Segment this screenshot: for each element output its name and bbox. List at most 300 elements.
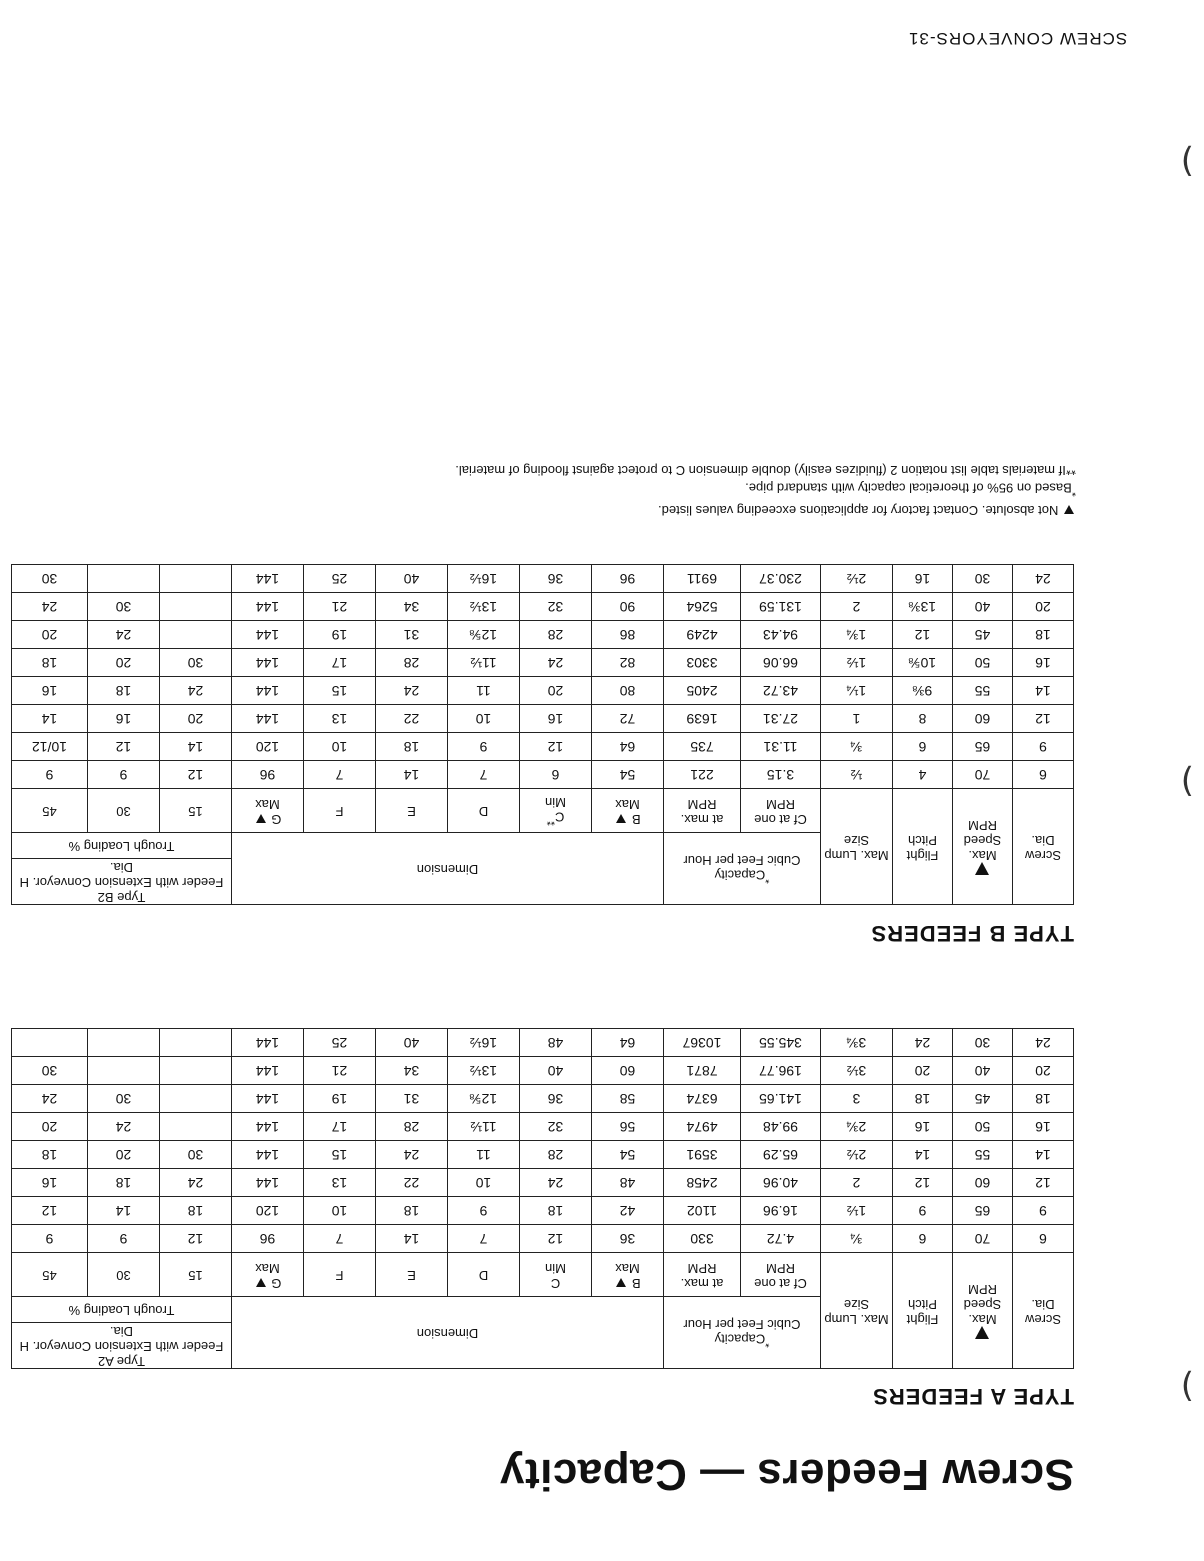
header-col-b: B Max — [592, 789, 664, 833]
table-cell: 9 — [11, 1225, 87, 1253]
table-cell: 2½ — [821, 1141, 893, 1169]
table-cell: 230.37 — [741, 565, 821, 593]
margin-bracket-mark: ) — [1180, 761, 1194, 801]
table-cell: 22 — [376, 705, 448, 733]
table-cell: 12 — [87, 733, 159, 761]
header-col-f: F — [304, 789, 376, 833]
triangle-icon — [616, 1278, 626, 1287]
table-cell: 54 — [592, 761, 664, 789]
table-cell: 11 — [448, 1141, 520, 1169]
table-cell: 1¼ — [821, 677, 893, 705]
table-cell: 16 — [520, 705, 592, 733]
table-cell: 18 — [87, 677, 159, 705]
table-cell: 56 — [592, 1113, 664, 1141]
table-cell: 48 — [592, 1169, 664, 1197]
table-cell: 9 — [11, 761, 87, 789]
table-cell: 24 — [159, 1169, 231, 1197]
table-cell: 10 — [304, 733, 376, 761]
table-cell: 16 — [893, 1113, 953, 1141]
table-cell: 50 — [953, 1113, 1013, 1141]
table-cell: 14 — [87, 1197, 159, 1225]
table-cell: 12 — [893, 1169, 953, 1197]
table-row — [11, 677, 1073, 705]
table-cell: 54 — [592, 1141, 664, 1169]
table-cell: 144 — [231, 593, 303, 621]
table-cell: 1639 — [664, 705, 741, 733]
table-cell: 48 — [520, 1029, 592, 1057]
table-row — [11, 733, 1073, 761]
table-cell: 18 — [893, 1085, 953, 1113]
table-cell: 72 — [592, 705, 664, 733]
table-cell: 16½ — [448, 565, 520, 593]
table-cell: 16 — [1013, 1113, 1074, 1141]
table-cell: 12 — [11, 1197, 87, 1225]
table-cell: 58 — [592, 1085, 664, 1113]
table-cell: 82 — [592, 649, 664, 677]
table-cell: 6 — [520, 761, 592, 789]
table-cell: 55 — [953, 1141, 1013, 1169]
table-cell: 7 — [304, 1225, 376, 1253]
page-title: Screw Feeders — Capacity — [499, 1450, 1074, 1499]
table-cell: 45 — [953, 621, 1013, 649]
table-cell: 16 — [893, 565, 953, 593]
table-cell: 21 — [304, 593, 376, 621]
table-cell: 34 — [376, 593, 448, 621]
table-cell: 24 — [1013, 565, 1074, 593]
table-cell: 8 — [893, 705, 953, 733]
table-cell — [11, 1029, 87, 1057]
table-cell: 24 — [520, 1169, 592, 1197]
table-cell: 24 — [159, 677, 231, 705]
table-cell: 24 — [11, 1085, 87, 1113]
table-cell: 90 — [592, 593, 664, 621]
table-cell: 1½ — [821, 1197, 893, 1225]
header-loading-15: 15 — [159, 1253, 231, 1297]
table-cell: 36 — [520, 565, 592, 593]
header-screw-dia: Screw Dia. — [1013, 1253, 1074, 1369]
table-cell: 2 — [821, 593, 893, 621]
table-cell: 7 — [448, 761, 520, 789]
table-cell: 65 — [953, 1197, 1013, 1225]
table-cell: 32 — [520, 593, 592, 621]
header-col-c: C Min — [520, 1253, 592, 1297]
footnotes — [455, 461, 1076, 519]
table-cell: 24 — [87, 1113, 159, 1141]
table-cell: 18 — [1013, 621, 1074, 649]
table-cell: 12 — [159, 761, 231, 789]
table-cell: 3 — [821, 1085, 893, 1113]
table-cell: 32 — [520, 1113, 592, 1141]
table-cell: 24 — [376, 677, 448, 705]
table-cell: 19 — [304, 621, 376, 649]
table-cell: 66.06 — [741, 649, 821, 677]
table-cell: 120 — [231, 733, 303, 761]
table-cell: 9 — [893, 1197, 953, 1225]
header-max-speed: Max. Speed RPM — [953, 789, 1013, 905]
table-cell: 40 — [376, 1029, 448, 1057]
table-cell: 3¾ — [821, 1029, 893, 1057]
table-cell: 12 — [520, 1225, 592, 1253]
table-cell: 14 — [1013, 677, 1074, 705]
header-extension-conveyor: Type A2 Feeder with Extension Conveyor. H Dia. — [11, 1323, 231, 1369]
table-cell: 16 — [11, 1169, 87, 1197]
table-cell: 144 — [231, 1057, 303, 1085]
table-cell: 20 — [1013, 1057, 1074, 1085]
table-cell: 144 — [231, 1029, 303, 1057]
type-a-table — [11, 1028, 1074, 1369]
table-cell: 10⅝ — [893, 649, 953, 677]
table-cell: 99.48 — [741, 1113, 821, 1141]
table-cell: 1½ — [821, 649, 893, 677]
table-cell: 40 — [953, 593, 1013, 621]
table-cell: 16 — [11, 677, 87, 705]
table-cell: 24 — [11, 593, 87, 621]
table-cell: 7 — [304, 761, 376, 789]
table-cell: 9 — [1013, 733, 1074, 761]
table-cell: 20 — [11, 1113, 87, 1141]
table-cell: 144 — [231, 1113, 303, 1141]
table-cell: 131.59 — [741, 593, 821, 621]
table-cell: 36 — [520, 1085, 592, 1113]
table-cell: 13½ — [448, 1057, 520, 1085]
table-cell: 30 — [11, 1057, 87, 1085]
table-cell: 65.29 — [741, 1141, 821, 1169]
header-capacity: *Capacity Cubic Feet per Hour — [664, 1297, 821, 1369]
table-cell: 2458 — [664, 1169, 741, 1197]
table-row — [11, 761, 1073, 789]
table-cell: 11 — [448, 677, 520, 705]
table-cell: 9 — [448, 1197, 520, 1225]
table-cell: 12⅝ — [448, 1085, 520, 1113]
table-cell — [87, 1057, 159, 1085]
table-cell: 12 — [1013, 705, 1074, 733]
table-cell: 144 — [231, 621, 303, 649]
table-cell: ½ — [821, 761, 893, 789]
table-cell: 30 — [11, 565, 87, 593]
margin-bracket-mark: ) — [1180, 141, 1194, 181]
table-cell — [159, 565, 231, 593]
table-cell: 13 — [304, 705, 376, 733]
table-row — [11, 565, 1073, 593]
header-col-e: E — [376, 1253, 448, 1297]
table-cell: 65 — [953, 733, 1013, 761]
table-cell — [159, 1113, 231, 1141]
table-cell: 30 — [87, 1085, 159, 1113]
table-cell — [159, 621, 231, 649]
table-cell: 2¾ — [821, 1113, 893, 1141]
table-cell: 12 — [893, 621, 953, 649]
table-cell: 55 — [953, 677, 1013, 705]
table-cell: 14 — [376, 761, 448, 789]
margin-bracket-mark: ) — [1180, 1366, 1194, 1406]
table-row — [11, 593, 1073, 621]
header-capacity: *Capacity Cubic Feet per Hour — [664, 833, 821, 905]
table-cell: 40 — [376, 565, 448, 593]
table-cell: 3591 — [664, 1141, 741, 1169]
type-a-title: TYPE A FEEDERS — [872, 1384, 1074, 1409]
table-cell: 13⅜ — [893, 593, 953, 621]
type-b-table — [11, 564, 1074, 905]
table-cell: 20 — [159, 705, 231, 733]
table-cell: 60 — [953, 1169, 1013, 1197]
table-cell: 36 — [592, 1225, 664, 1253]
table-row — [11, 1113, 1073, 1141]
table-cell — [87, 565, 159, 593]
table-cell: 6 — [893, 733, 953, 761]
table-cell: 30 — [87, 593, 159, 621]
table-cell: 4.72 — [741, 1225, 821, 1253]
table-cell: 3.15 — [741, 761, 821, 789]
table-cell: 80 — [592, 677, 664, 705]
table-cell: 18 — [376, 733, 448, 761]
table-cell: 60 — [953, 705, 1013, 733]
table-cell: 330 — [664, 1225, 741, 1253]
table-cell: 10/12 — [11, 733, 87, 761]
table-cell: 20 — [520, 677, 592, 705]
table-cell: 70 — [953, 1225, 1013, 1253]
table-row — [11, 1085, 1073, 1113]
table-cell: 10367 — [664, 1029, 741, 1057]
triangle-icon — [976, 1326, 990, 1339]
table-cell: 12 — [1013, 1169, 1074, 1197]
table-cell: 144 — [231, 705, 303, 733]
table-cell: 6911 — [664, 565, 741, 593]
table-cell: 21 — [304, 1057, 376, 1085]
table-cell: ¾ — [821, 1225, 893, 1253]
header-loading-15: 15 — [159, 789, 231, 833]
header-col-d: D — [448, 1253, 520, 1297]
table-cell: 18 — [87, 1169, 159, 1197]
table-cell: 24 — [87, 621, 159, 649]
table-cell: 9 — [448, 733, 520, 761]
footnote-star: *Based on 95% of theoretical capacity with standard pipe. — [745, 480, 1076, 498]
table-cell: 6374 — [664, 1085, 741, 1113]
table-cell: 345.55 — [741, 1029, 821, 1057]
header-col-f: F — [304, 1253, 376, 1297]
table-cell: 10 — [448, 1169, 520, 1197]
table-cell: 30 — [953, 1029, 1013, 1057]
table-cell: 10 — [448, 705, 520, 733]
table-cell: 86 — [592, 621, 664, 649]
table-cell: 3½ — [821, 1057, 893, 1085]
table-cell: 9 — [87, 761, 159, 789]
footnote-triangle: Not absolute. Contact factory for applications exceeding values listed. — [455, 501, 1076, 519]
table-cell: 42 — [592, 1197, 664, 1225]
table-cell: 28 — [520, 621, 592, 649]
triangle-icon — [256, 814, 266, 823]
table-cell: 34 — [376, 1057, 448, 1085]
table-cell: 2½ — [821, 565, 893, 593]
table-cell — [87, 1029, 159, 1057]
table-row — [11, 649, 1073, 677]
table-cell: 31 — [376, 621, 448, 649]
table-row — [11, 1197, 1073, 1225]
table-cell: 18 — [11, 1141, 87, 1169]
table-cell: 221 — [664, 761, 741, 789]
triangle-icon — [256, 1278, 266, 1287]
type-a-table-body — [11, 1029, 1073, 1253]
table-cell: 64 — [592, 733, 664, 761]
table-cell: 1102 — [664, 1197, 741, 1225]
table-cell: 27.31 — [741, 705, 821, 733]
table-cell: 28 — [376, 649, 448, 677]
header-loading-45: 45 — [11, 789, 87, 833]
table-cell: 120 — [231, 1197, 303, 1225]
table-cell: 16½ — [448, 1029, 520, 1057]
table-cell: 30 — [159, 649, 231, 677]
table-cell: 2 — [821, 1169, 893, 1197]
table-cell: 30 — [953, 565, 1013, 593]
table-cell: 1 — [821, 705, 893, 733]
table-cell: 40 — [953, 1057, 1013, 1085]
footnote-dagger: **If materials table list notation 2 (fluidizes easily) double dimension C to protect against flooding of material. — [455, 462, 1076, 478]
table-cell: 1¾ — [821, 621, 893, 649]
table-cell: 15 — [304, 1141, 376, 1169]
header-at-max-rpm: at max. RPM — [664, 1253, 741, 1297]
table-cell: 11½ — [448, 1113, 520, 1141]
header-cf-one-rpm: Cf at one RPM — [741, 1253, 821, 1297]
table-cell: 50 — [953, 649, 1013, 677]
table-cell: 19 — [304, 1085, 376, 1113]
header-at-max-rpm: at max. RPM — [664, 789, 741, 833]
table-cell: 24 — [1013, 1029, 1074, 1057]
table-cell: 20 — [893, 1057, 953, 1085]
table-cell: 18 — [1013, 1085, 1074, 1113]
table-cell: 11½ — [448, 649, 520, 677]
table-cell: 22 — [376, 1169, 448, 1197]
table-row — [11, 621, 1073, 649]
table-cell: 18 — [376, 1197, 448, 1225]
table-row — [11, 705, 1073, 733]
header-col-e: E — [376, 789, 448, 833]
header-dimension: Dimension — [231, 1297, 663, 1369]
table-cell: 24 — [893, 1029, 953, 1057]
table-cell: 25 — [304, 565, 376, 593]
header-screw-dia: Screw Dia. — [1013, 789, 1074, 905]
table-cell: 4974 — [664, 1113, 741, 1141]
header-loading-30: 30 — [87, 1253, 159, 1297]
table-cell: 45 — [953, 1085, 1013, 1113]
table-cell: 30 — [159, 1141, 231, 1169]
header-max-lump-size: Max. Lump Size — [821, 1253, 893, 1369]
header-col-g: G Max — [231, 1253, 303, 1297]
table-cell: 9 — [87, 1225, 159, 1253]
table-cell: 96 — [231, 1225, 303, 1253]
table-cell: 14 — [1013, 1141, 1074, 1169]
table-cell: 13 — [304, 1169, 376, 1197]
table-cell: 20 — [1013, 593, 1074, 621]
table-cell: 28 — [520, 1141, 592, 1169]
header-trough-loading: Trough Loading % — [11, 1297, 231, 1323]
table-cell: 14 — [159, 733, 231, 761]
table-cell: 11.31 — [741, 733, 821, 761]
table-cell: 16.96 — [741, 1197, 821, 1225]
table-cell: 144 — [231, 677, 303, 705]
table-cell: 15 — [304, 677, 376, 705]
table-row — [11, 1029, 1073, 1057]
table-cell: 12 — [159, 1225, 231, 1253]
table-cell: 6 — [1013, 1225, 1074, 1253]
table-cell: 14 — [376, 1225, 448, 1253]
table-cell: 18 — [520, 1197, 592, 1225]
table-cell: 43.72 — [741, 677, 821, 705]
table-cell: 9⅜ — [893, 677, 953, 705]
table-cell: 96 — [231, 761, 303, 789]
header-col-g: G Max — [231, 789, 303, 833]
table-cell: 10 — [304, 1197, 376, 1225]
table-cell: 17 — [304, 1113, 376, 1141]
header-col-b: B Max — [592, 1253, 664, 1297]
table-cell: 144 — [231, 565, 303, 593]
table-cell: 20 — [87, 649, 159, 677]
type-b-title: TYPE B FEEDERS — [870, 921, 1074, 946]
table-cell: 40 — [520, 1057, 592, 1085]
table-cell: 14 — [11, 705, 87, 733]
table-cell: 5264 — [664, 593, 741, 621]
header-col-d: D — [448, 789, 520, 833]
table-cell: 20 — [87, 1141, 159, 1169]
table-row — [11, 1141, 1073, 1169]
table-cell: 144 — [231, 1141, 303, 1169]
table-row — [11, 1225, 1073, 1253]
table-cell: 18 — [159, 1197, 231, 1225]
table-cell: 31 — [376, 1085, 448, 1113]
table-cell: 4 — [893, 761, 953, 789]
table-cell: 25 — [304, 1029, 376, 1057]
triangle-icon — [616, 814, 626, 823]
table-cell: 13½ — [448, 593, 520, 621]
table-cell: 4249 — [664, 621, 741, 649]
table-cell: 17 — [304, 649, 376, 677]
table-cell: 144 — [231, 649, 303, 677]
table-cell: 144 — [231, 1085, 303, 1113]
header-dimension: Dimension — [231, 833, 663, 905]
table-cell: 2405 — [664, 677, 741, 705]
table-cell: ¾ — [821, 733, 893, 761]
table-cell: 12 — [520, 733, 592, 761]
table-cell: 735 — [664, 733, 741, 761]
table-cell: 141.65 — [741, 1085, 821, 1113]
table-cell: 70 — [953, 761, 1013, 789]
table-cell: 3303 — [664, 649, 741, 677]
table-cell: 16 — [1013, 649, 1074, 677]
header-max-lump-size: Max. Lump Size — [821, 789, 893, 905]
table-cell: 14 — [893, 1141, 953, 1169]
table-cell: 196.77 — [741, 1057, 821, 1085]
table-cell: 7 — [448, 1225, 520, 1253]
table-cell: 6 — [893, 1225, 953, 1253]
table-cell: 16 — [87, 705, 159, 733]
header-extension-conveyor: Type B2 Feeder with Extension Conveyor. H Dia. — [11, 859, 231, 905]
table-cell — [159, 1085, 231, 1113]
header-cf-one-rpm: Cf at one RPM — [741, 789, 821, 833]
table-cell: 6 — [1013, 761, 1074, 789]
table-cell — [159, 1057, 231, 1085]
table-cell: 24 — [520, 649, 592, 677]
type-b-table-body — [11, 565, 1073, 789]
table-cell: 28 — [376, 1113, 448, 1141]
table-cell: 24 — [376, 1141, 448, 1169]
triangle-icon — [1064, 505, 1074, 514]
table-cell: 40.96 — [741, 1169, 821, 1197]
header-loading-30: 30 — [87, 789, 159, 833]
table-cell: 12⅝ — [448, 621, 520, 649]
table-cell: 20 — [11, 621, 87, 649]
table-cell: 7871 — [664, 1057, 741, 1085]
triangle-icon — [976, 862, 990, 875]
header-max-speed: Max. Speed RPM — [953, 1253, 1013, 1369]
table-cell — [159, 1029, 231, 1057]
